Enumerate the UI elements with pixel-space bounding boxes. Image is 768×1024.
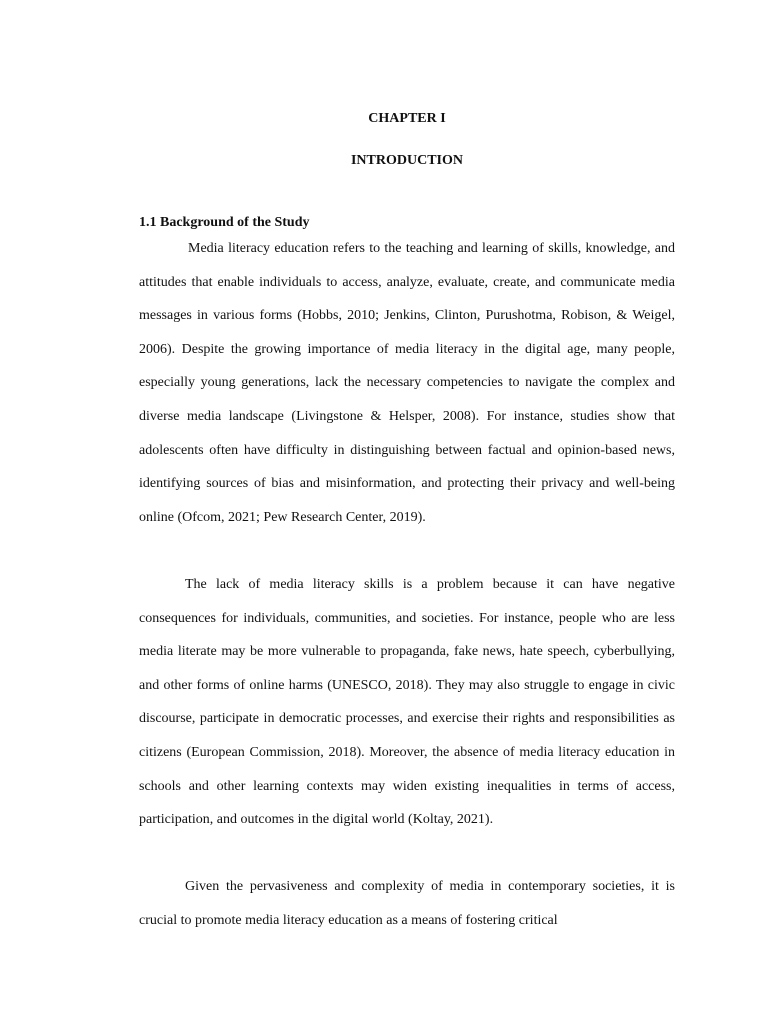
body-paragraph: The lack of media literacy skills is a problem because it can have negative consequences for individuals, communities, and societies. For instance, people who are less media literate may be more vulnerable to propaganda, fake news, hate speech, cyberbullying, and other forms of online harms (UNESCO, 2018). They may also struggle to engage in civic discourse, participate in democratic processes, and exercise their rights and responsibilities as citizens (European Commission, 2018). Moreover, the absence of media literacy education in schools and other learning contexts may widen existing inequalities in terms of access, participation, and outcomes in the digital world (Koltay, 2021).: [139, 577, 675, 828]
section-heading: 1.1 Background of the Study: [139, 215, 310, 230]
chapter-title: INTRODUCTION: [350, 153, 463, 168]
chapter-number: CHAPTER I: [368, 111, 446, 126]
body-paragraph: Media literacy education refers to the teaching and learning of skills, knowledge, and attitudes that enable individuals to access, analyze, evaluate, create, and communicate media messages in various forms (Hobbs, 2010; Jenkins, Clinton, Purushotma, Robison, & Weigel, 2006). Despite the growing importance of media literacy in the digital age, many people, especially young generations, lack the necessary competencies to navigate the complex and diverse media landscape (Livingstone & Helsper, 2008). For instance, studies show that adolescents often have difficulty in distinguishing between factual and opinion-based news, identifying sources of bias and misinformation, and protecting their privacy and well-being online (Ofcom, 2021; Pew Research Center, 2019).: [139, 241, 675, 525]
body-paragraph: Given the pervasiveness and complexity of media in contemporary societies, it is crucial to promote media literacy education as a means of fostering critical: [139, 879, 675, 928]
